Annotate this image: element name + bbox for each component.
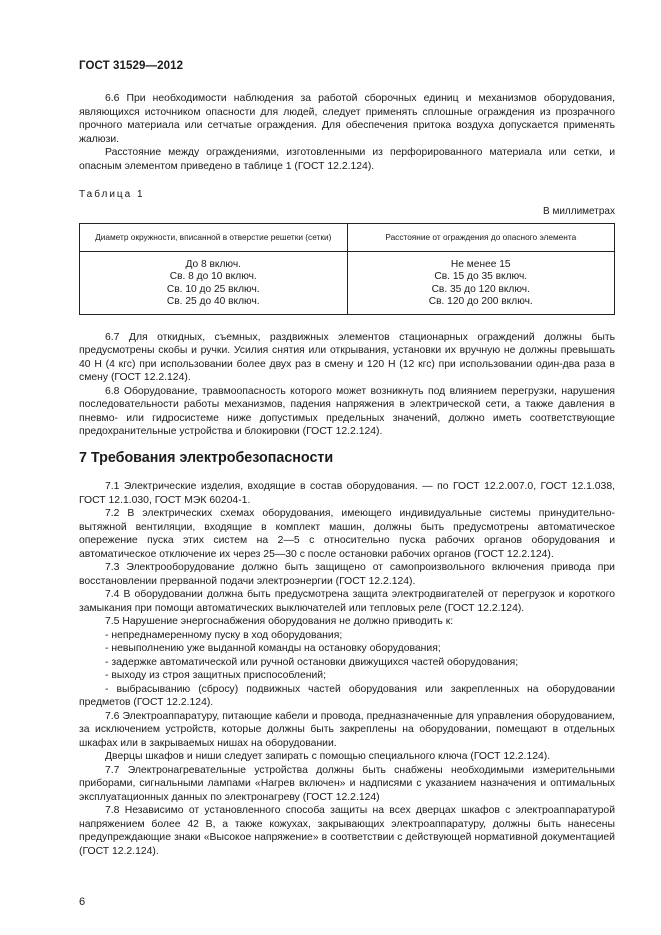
- table-cell-line: Св. 120 до 200 включ.: [428, 296, 533, 308]
- paragraph-6-6: 6.6 При необходимости наблюдения за работой сборочных единиц и механизмов оборудования, являющихся источником опасности для людей, следует применять сплошные ограждения из прозрачного прочного материала или сетчатые ограждения. Для обеспечения притока воздуха допускается применять жалюзи.: [79, 93, 615, 145]
- list-item: - непреднамеренному пуску в ход оборудования;: [105, 629, 343, 641]
- paragraph-6-8: 6.8 Оборудование, травмоопасность которого может возникнуть под влиянием перегрузки, нарушения последовательности работы механизмов, падения напряжения в электрической сети, а также давления в пневмо- или гидросистеме ниже допустимых предельных значений, должно иметь соответствующие предохранительные устройства и блокировки (ГОСТ 12.2.124).: [79, 385, 615, 438]
- table-cell-line: Св. 8 до 10 включ.: [169, 271, 257, 283]
- paragraph-7-3: 7.3 Электрооборудование должно быть защищено от самопроизвольного включения привода при восстановлении прерванной подачи электроэнергии (ГОСТ 12.2.124).: [79, 562, 615, 587]
- section-7-title: 7 Требования электробезопасности: [79, 449, 334, 466]
- paragraph-7-6-doors: Дверцы шкафов и ниши следует запирать с помощью специального ключа (ГОСТ 12.2.124).: [105, 751, 551, 763]
- table-header-distance: Расстояние от ограждения до опасного элемента: [347, 224, 615, 252]
- table-label: Таблица 1: [79, 189, 145, 200]
- table-row: [80, 252, 615, 315]
- table-cell-line: Св. 25 до 40 включ.: [166, 296, 260, 308]
- table-cell-line: Св. 35 до 120 включ.: [431, 283, 530, 295]
- table-cell-line: Св. 10 до 25 включ.: [166, 283, 260, 295]
- paragraph-7-8: 7.8 Независимо от установленного способа защиты на всех дверцах шкафов с электроаппаратурой напряжением более 42 В, а также кожухах, закрывающих электроаппаратуру, должны быть нанесены предупреждающие знаки «Высокое напряжение» в соответствии с действующей нормативной документацией (ГОСТ 12.2.124).: [79, 805, 615, 857]
- table-units: В миллиметрах: [543, 205, 615, 217]
- table-cell-line: До 8 включ.: [185, 259, 241, 270]
- table-1: [79, 223, 615, 315]
- list-item: - задержке автоматической или ручной остановки движущихся частей оборудования;: [105, 656, 519, 668]
- paragraph-7-7: 7.7 Электронагревательные устройства должны быть снабжены необходимыми измерительными приборами, сигнальными лампами «Нагрев включен» и надписями с указанием назначения и оптимальных эксплуатационных данных по электронагреву (ГОСТ 12.2.124): [79, 764, 615, 803]
- page-number: 6: [79, 896, 86, 908]
- document-header: ГОСТ 31529—2012: [79, 60, 184, 72]
- paragraph-6-7: 6.7 Для откидных, съемных, раздвижных элементов стационарных ограждений должны быть предусмотрены скобы и ручки. Усилия снятия или открывания, установки их вручную не должны превышать 40 Н (4 кгс) при использовании более двух раз в смену и 120 Н (12 кгс) при использовании один-два раза в смену (ГОСТ 12.2.124).: [79, 331, 615, 384]
- paragraph-7-4: 7.4 В оборудовании должна быть предусмотрена защита электродвигателей от перегрузок и короткого замыкания при помощи автоматических выключателей или тепловых реле (ГОСТ 12.2.124).: [79, 589, 615, 614]
- table-cell-line: Св. 15 до 35 включ.: [434, 271, 528, 283]
- table-header-diameter: Диаметр окружности, вписанной в отверстие решетки (сетки): [80, 224, 348, 252]
- document-body: [79, 92, 615, 858]
- list-item-last: - выбрасыванию (сбросу) подвижных частей оборудования или закрепленных на оборудовании предметов (ГОСТ 12.2.124).: [79, 683, 615, 709]
- paragraph-7-2: 7.2 В электрических схемах оборудования, имеющего индивидуальные системы принудительно-вытяжной вентиляции, входящие в комплект машин, должны быть предусмотрены автоматическое опережение пуска этих систем на 2—5 с относительно пуска рабочих органов оборудования и автоматическое отключение их через 25—30 с после остановки рабочих органов (ГОСТ 12.2.124).: [79, 508, 615, 560]
- paragraph-7-5: 7.5 Нарушение энергоснабжения оборудования не должно приводить к:: [105, 616, 454, 628]
- list-item: - невыполнению уже выданной команды на остановку оборудования;: [105, 643, 441, 655]
- table-cell-distance: [347, 252, 615, 315]
- list-item: - выходу из строя защитных приспособлений;: [105, 670, 326, 682]
- paragraph-7-1: 7.1 Электрические изделия, входящие в состав оборудования. — по ГОСТ 12.2.007.0, ГОСТ 12.1.038, ГОСТ 12.1.030, ГОСТ МЭК 60204-1.: [79, 481, 615, 506]
- table-cell-diameter: [80, 252, 348, 315]
- table-cell-line: Не менее 15: [450, 259, 511, 270]
- paragraph-7-6: 7.6 Электроаппаратуру, питающие кабели и провода, предназначенные для управления оборудованием, за исключением устройств, которые должны быть закреплены на оборудовании, помещают в отдельных шкафах или в закрываемых нишах на оборудовании.: [79, 710, 615, 749]
- paragraph-distance-note: Расстояние между ограждениями, изготовленными из перфорированного материала или сетки, и опасным элементом приведено в таблице 1 (ГОСТ 12.2.124).: [79, 147, 615, 172]
